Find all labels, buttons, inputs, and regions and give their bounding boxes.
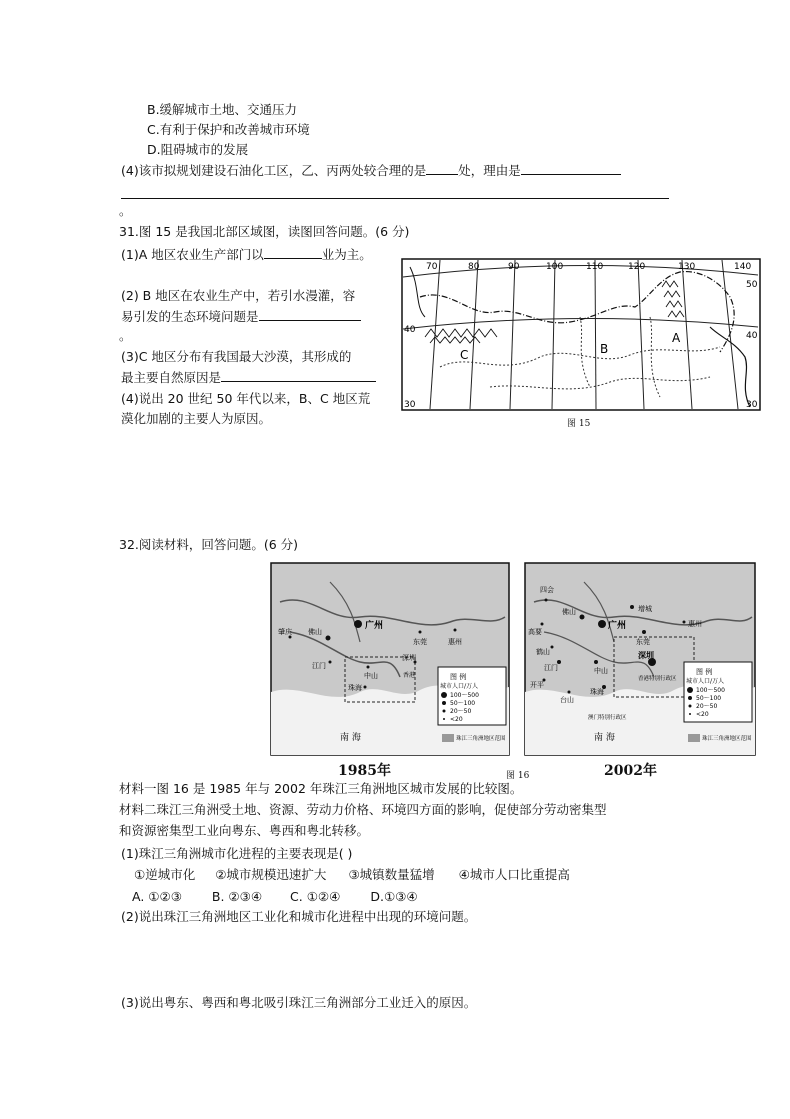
q31-sub1-text-a: (1)A 地区农业生产部门以: [121, 247, 264, 262]
fig16-1985-city-guangzhou: 广州: [365, 621, 384, 631]
fig15-region-a: A: [672, 331, 681, 345]
q32-sub1-options: [134, 867, 570, 883]
q32-opt-2: ②城市规模迅速扩大: [215, 867, 327, 882]
fig16-2002-city-sihui: 四会: [540, 586, 554, 594]
q32-material1: 材料一图 16 是 1985 年与 2002 年珠江三角洲地区城市发展的比较图。: [119, 781, 523, 796]
fig16-1985-city-huizhou: 惠州: [448, 638, 462, 646]
fig15-region-b: B: [600, 342, 609, 356]
fig16-2002-legend-4: <20: [696, 711, 709, 718]
fig15-lon-70: 70: [426, 262, 438, 272]
fig15-lon-80: 80: [468, 262, 480, 272]
q30-option-c: C.有利于保护和改善城市环境: [147, 122, 310, 137]
fig15-lat-30-right: 30: [746, 400, 758, 410]
fig15-lon-110: 110: [586, 262, 604, 272]
fig16-2002-city-kaiping: 开平: [530, 681, 544, 689]
q32-opt-4: ④城市人口比重提高: [458, 867, 570, 882]
fig16-2002-city-jiangmen: 江门: [544, 664, 558, 672]
q30-end-mark: 。: [119, 203, 132, 218]
q32-choice-d[interactable]: D.①③④: [370, 889, 418, 904]
q31-blank-3[interactable]: [221, 369, 376, 382]
q31-sub1-text-b: 业为主。: [321, 247, 372, 262]
q31-sub1: [121, 246, 372, 263]
q31-sub2-line1: (2) B 地区在农业生产中，若引水漫灌，容: [121, 288, 356, 303]
q32-sub1-choices: [132, 889, 418, 905]
fig15-lat-40: 40: [404, 325, 416, 335]
fig15-region-c: C: [460, 348, 469, 362]
fig16-1985-city-zhongshan: 中山: [364, 672, 378, 680]
fig16-2002-city-gaoyao: 高要: [528, 628, 542, 636]
fig16-1985-legend-3: 20～50: [450, 708, 472, 715]
figure-15-map: [400, 257, 762, 412]
fig16-2002-city-dongguan: 东莞: [636, 638, 650, 646]
fig16-2002-legend-3: 20～50: [696, 703, 718, 710]
q32-choice-b[interactable]: B. ②③④: [211, 889, 263, 904]
fig16-1985-legend-sub: 城市人口/万人: [440, 683, 479, 690]
fig16-1985-city-foshan: 佛山: [308, 628, 322, 636]
q30-sub4-text-b: 处，理由是: [458, 163, 521, 178]
fig16-1985-city-zhaoqing: 肇庆: [278, 628, 292, 636]
fig15-lon-120: 120: [628, 262, 646, 272]
q31-blank-1[interactable]: [264, 246, 322, 259]
q32-sub1: (1)珠江三角洲城市化进程的主要表现是( ): [121, 846, 353, 861]
q31-sub2-line2: [121, 308, 361, 325]
fig16-1985-city-zhuhai: 珠海: [348, 684, 362, 692]
figure-16-map-2002: [524, 562, 756, 756]
fig16-2002-legend-2: 50～100: [696, 695, 722, 702]
q31-sub3-line2: [121, 369, 376, 386]
q31-stem: 31.图 15 是我国北部区域图，读图回答问题。(6 分): [119, 224, 410, 239]
q32-material2-line1: 材料二珠江三角洲受土地、资源、劳动力价格、环境四方面的影响，促使部分劳动密集型: [119, 802, 607, 817]
q30-sub4: [121, 162, 621, 179]
fig16-1985-city-dongguan: 东莞: [413, 638, 427, 646]
fig16-2002-city-heshan: 鹤山: [536, 648, 550, 656]
fig15-lon-90: 90: [508, 262, 520, 272]
q31-sub3-text: 最主要自然原因是: [121, 370, 222, 385]
fig16-2002-city-zhuhai: 珠海: [590, 688, 604, 696]
q30-answer-blank-1[interactable]: [426, 162, 458, 175]
fig16-2002-city-zhongshan: 中山: [594, 667, 608, 675]
fig16-2002-sea: 南 海: [594, 733, 615, 743]
fig16-2002-city-zengcheng: 增城: [638, 605, 652, 613]
fig16-1985-sea: 南 海: [340, 733, 361, 743]
fig16-2002-city-huizhou: 惠州: [688, 620, 702, 628]
q32-choice-a[interactable]: A. ①②③: [132, 889, 182, 904]
fig16-2002-hk: 香港特别行政区: [638, 676, 677, 682]
q30-option-d: D.阻碍城市的发展: [147, 142, 249, 157]
fig16-2002-legend-region: 珠江三角洲地区范围: [702, 736, 752, 742]
fig15-lat-30: 30: [404, 400, 416, 410]
fig15-lat-50: 50: [746, 280, 758, 290]
q31-sub3-line1: (3)C 地区分布有我国最大沙漠，其形成的: [121, 349, 352, 364]
fig15-lat-40-right: 40: [746, 331, 758, 341]
fig16-2002-legend-sub: 城市人口/万人: [686, 678, 725, 685]
q30-option-b: B.缓解城市土地、交通压力: [147, 102, 298, 117]
q32-opt-3: ③城镇数量猛增: [348, 867, 435, 882]
fig16-1985-city-shenzhen: 深圳: [402, 654, 416, 662]
figure-15-svg: [400, 257, 762, 412]
q31-sub4-line2: 漠化加剧的主要人为原因。: [121, 411, 272, 426]
q32-stem: 32.阅读材料，回答问题。(6 分): [119, 537, 299, 552]
fig15-lon-140: 140: [734, 262, 752, 272]
fig16-1985-legend-1: 100～500: [450, 692, 479, 699]
fig16-1985-legend-4: <20: [450, 716, 463, 723]
fig16-2002-city-guangzhou: 广州: [608, 621, 627, 631]
fig16-2002-macau: 澳门特别行政区: [588, 715, 627, 721]
fig16-1985-hk: 香港: [403, 672, 416, 679]
q32-sub2: (2)说出珠江三角洲地区工业化和城市化进程中出现的环境问题。: [121, 909, 477, 924]
q32-choice-c[interactable]: C. ①②④: [290, 889, 341, 904]
q31-sub2-text: 易引发的生态环境问题是: [121, 309, 259, 324]
fig16-1985-legend-region: 珠江三角洲地区范围: [456, 736, 506, 742]
q32-sub3: (3)说出粤东、粤西和粤北吸引珠江三角洲部分工业迁入的原因。: [121, 995, 477, 1010]
figure-16-map-1985: [270, 562, 510, 756]
fig16-2002-legend-title: 图 例: [696, 668, 713, 676]
fig16-1985-legend-2: 50～100: [450, 700, 476, 707]
fig16-2002-legend-1: 100～500: [696, 687, 725, 694]
q32-opt-1: ①逆城市化: [134, 867, 196, 882]
q30-answer-blank-2[interactable]: [521, 162, 621, 175]
figure-15-caption: 图 15: [567, 419, 591, 429]
fig16-2002-city-taishan: 台山: [560, 696, 574, 704]
q31-blank-2[interactable]: [259, 308, 361, 321]
q31-sub4-line1: (4)说出 20 世纪 50 年代以来，B、C 地区荒: [121, 391, 371, 406]
figure-16-caption: 图 16: [506, 771, 530, 781]
q31-sub2-end: 。: [119, 328, 132, 343]
fig16-year-1985: 1985年: [338, 763, 391, 779]
fig15-lon-100: 100: [546, 262, 564, 272]
fig16-1985-city-jiangmen: 江门: [312, 662, 326, 670]
q32-material2-line2: 和资源密集型工业向粤东、粤西和粤北转移。: [119, 823, 370, 838]
fig16-year-2002: 2002年: [604, 763, 657, 779]
fig16-2002-city-shenzhen: 深圳: [638, 651, 654, 660]
q30-sub4-text-a: (4)该市拟规划建设石油化工区，乙、丙两处较合理的是: [121, 163, 427, 178]
fig16-1985-legend-title: 图 例: [450, 673, 467, 681]
fig15-lon-130: 130: [678, 262, 696, 272]
q30-answer-line[interactable]: [121, 198, 669, 199]
fig16-2002-city-foshan: 佛山: [562, 608, 576, 616]
